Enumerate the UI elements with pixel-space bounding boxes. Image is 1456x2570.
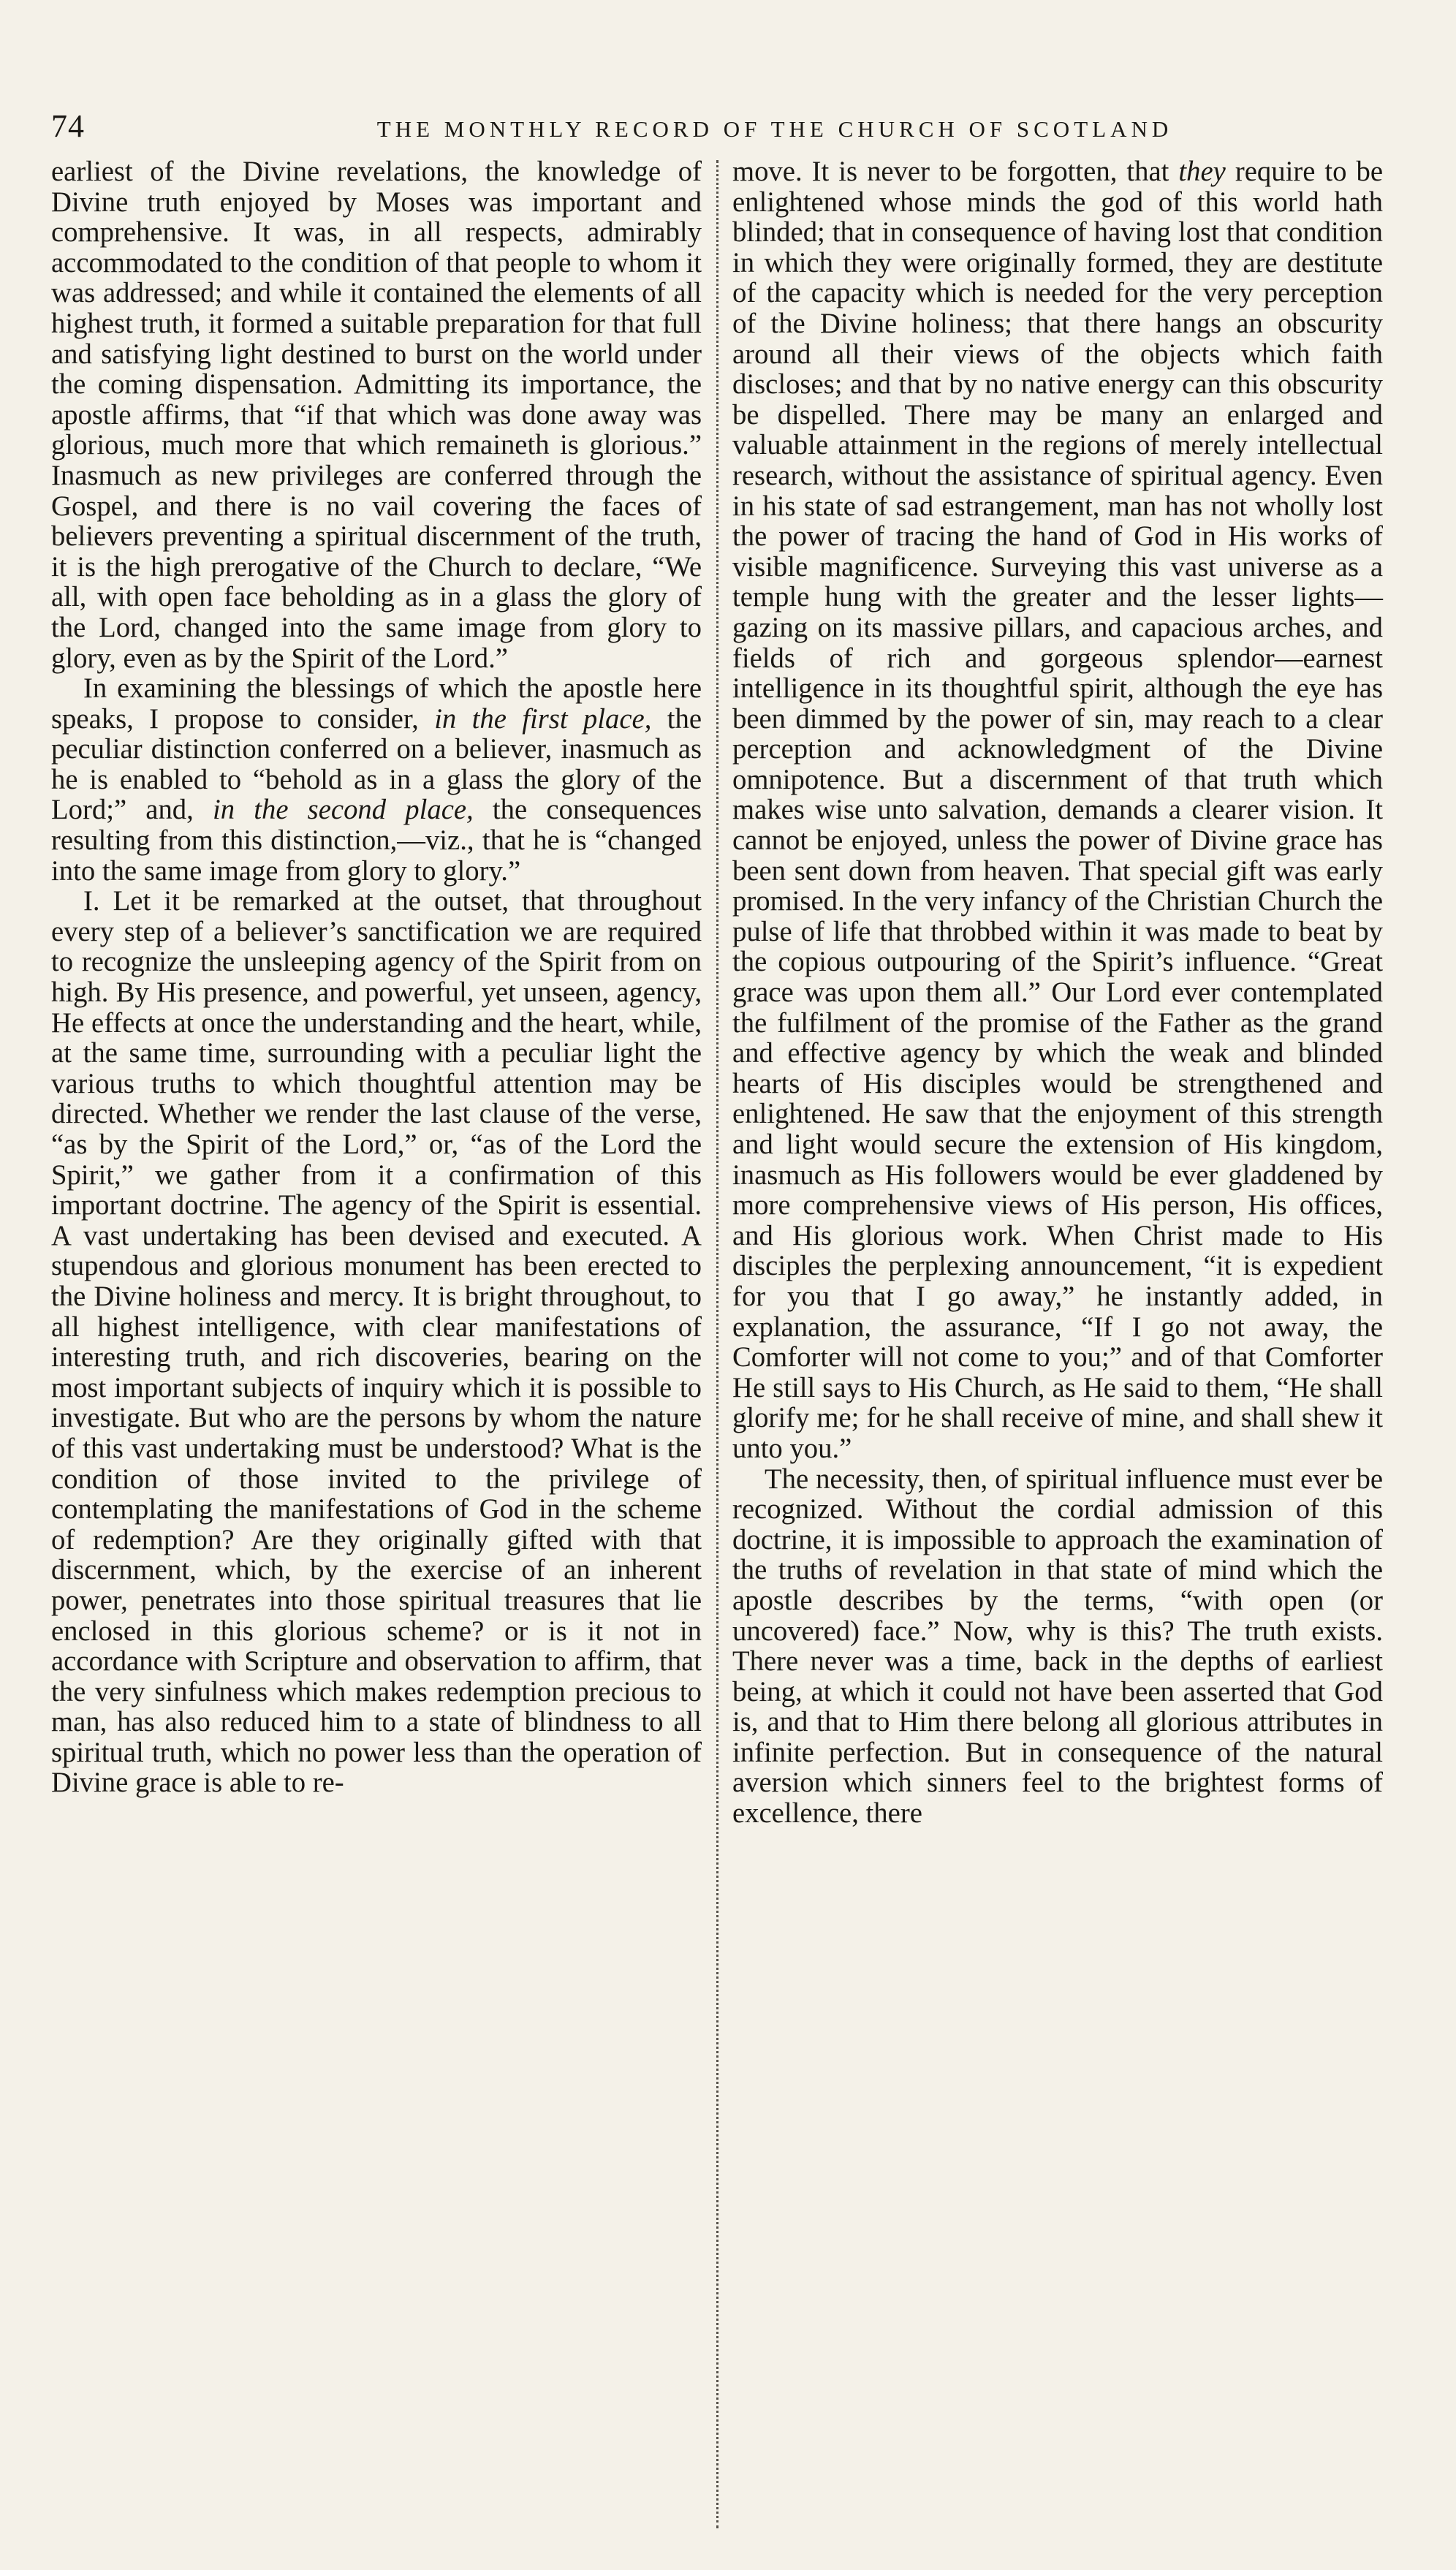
- running-title: THE MONTHLY RECORD OF THE CHURCH OF SCOTLAND: [376, 116, 1173, 142]
- italic-text: they: [1178, 156, 1226, 187]
- text-run: move. It is never to be forgotten, that: [732, 156, 1169, 187]
- paragraph: earliest of the Divine revelations, the knowledge of Divine truth enjoyed by Moses was important and comprehensive. It was, in all respects, admirably accommodated to the condition of that people to whom it was addressed; and while it contained the elements of all highest truth, it formed a suitable preparation for that full and satisfying light destined to burst on the world under the coming dispensation. Admitting its importance, the apostle affirms, that “if that which was done away was glorious, much more that which remaineth is glorious.” Inasmuch as new privileges are conferred through the Gospel, and there is no vail covering the faces of believers preventing a spiritual discernment of the truth, it is the high prerogative of the Church to declare, “We all, with open face beholding as in a glass the glory of the Lord, changed into the same image from glory to glory, even as by the Spirit of the Lord.”: [51, 156, 702, 674]
- column-divider: [716, 160, 718, 2528]
- left-column: [51, 157, 702, 2533]
- text-run: require to be enlightened whose minds the god of this world hath blinded; that in consequence of having lost that condition in which they were originally formed, they are destitute of the capacity which is needed for the very perception of the Divine holiness; that there hangs an obscurity around all their views of the objects which faith discloses; and that by no native energy can this obscurity be dispelled. There may be many an enlarged and valuable attainment in the regions of merely intellectual research, without the assistance of spiritual agency. Even in his state of sad estrangement, man has not wholly lost the power of tracing the hand of God in His works of visible magnificence. Surveying this vast universe as a temple hung with the greater and the lesser lights—gazing on its massive pillars, and capacious arches, and fields of rich and gorgeous splendor—earnest intelligence in its thoughtful spirit, although the eye has been dimmed by the power of sin, may reach to a clear perception and acknowledgment of the Divine omnipotence. But a discernment of that truth which makes wise unto salvation, demands a clearer vision. It cannot be enjoyed, unless the power of Divine grace has been sent down from heaven. That special gift was early promised. In the very infancy of the Christian Church the pulse of life that throbbed within it was made to beat by the copious outpouring of the Spirit’s influence. “Great grace was upon them all.” Our Lord ever contemplated the fulfilment of the promise of the Father as the grand and effective agency by which the weak and blinded hearts of His disciples would be strengthened and enlightened. He saw that the enjoyment of this strength and light would secure the extension of His kingdom, inasmuch as His followers would be ever gladdened by more comprehensive views of His person, His offices, and His glorious work. When Christ made to His disciples the perplexing announcement, “it is expedient for you that I go away,” he instantly added, in explanation, the assurance, “If I go not away, the Comforter will not come to you;” and of that Comforter He still says to His Church, as He said to them, “He shall glorify me; for he shall receive of mine, and shall shew it unto you.”: [732, 156, 1384, 1464]
- text-run: the consequences resulting from this distinction,—viz., that he is “changed into the same image from glory to glory.”: [51, 795, 702, 887]
- page-number: 74: [51, 108, 85, 144]
- right-column: [732, 157, 1383, 2533]
- italic-text: in the second place,: [213, 795, 474, 826]
- paragraph: The necessity, then, of spiritual influence must ever be recognized. Without the cordial admission of this doctrine, it is impossible to approach the examination of the truths of revelation in that state of mind which the apostle describes by the terms, “with open (or uncovered) face.” Now, why is this? The truth exists. There never was a time, back in the depths of earliest being, at which it could not have been asserted that God is, and that to Him there belong all glorious attributes in infinite perfection. But in consequence of the natural aversion which sinners feel to the brightest forms of excellence, there: [732, 1463, 1383, 1830]
- italic-text: in the first place,: [434, 703, 652, 735]
- paragraph: [51, 674, 702, 887]
- document-page: [51, 99, 1455, 2533]
- paragraph: [732, 157, 1383, 1465]
- text-run: In examining the blessings of which the apostle here speaks, I propose to consider,: [51, 673, 702, 735]
- paragraph: I. Let it be remarked at the outset, that throughout every step of a believer’s sanctification we are required to recognize the unsleeping agency of the Spirit from on high. By His presence, and powerful, yet unseen, agency, He effects at once the understanding and the heart, while, at the same time, surrounding with a peculiar light the various truths to which thoughtful attention may be directed. Whether we render the last clause of the verse, “as by the Spirit of the Lord,” or, “as of the Lord the Spirit,” we gather from it a confirmation of this important doctrine. The agency of the Spirit is essential. A vast undertaking has been devised and executed. A stupendous and glorious monument has been erected to the Divine holiness and mercy. It is bright throughout, to all highest intelligence, with clear manifestations of interesting truth, and rich discoveries, bearing on the most important subjects of inquiry which it is possible to investigate. But who are the persons by whom the nature of this vast undertaking must be understood? What is the condition of those invited to the privilege of contemplating the manifestations of God in the scheme of redemption? Are they originally gifted with that discernment, which, by the exercise of an inherent power, penetrates into those spiritual treasures that lie enclosed in this glorious scheme? or is it not in accordance with Scripture and observation to affirm, that the very sinfulness which makes redemption precious to man, has also reduced him to a state of blindness to all spiritual truth, which no power less than the operation of Divine grace is able to re-: [51, 886, 702, 1799]
- text-run: the peculiar distinction conferred on a believer, inasmuch as he is enabled to “behold as in a glass the glory of the Lord;” and,: [51, 703, 702, 826]
- text-columns: [51, 157, 1455, 2533]
- page-header: [51, 99, 1455, 150]
